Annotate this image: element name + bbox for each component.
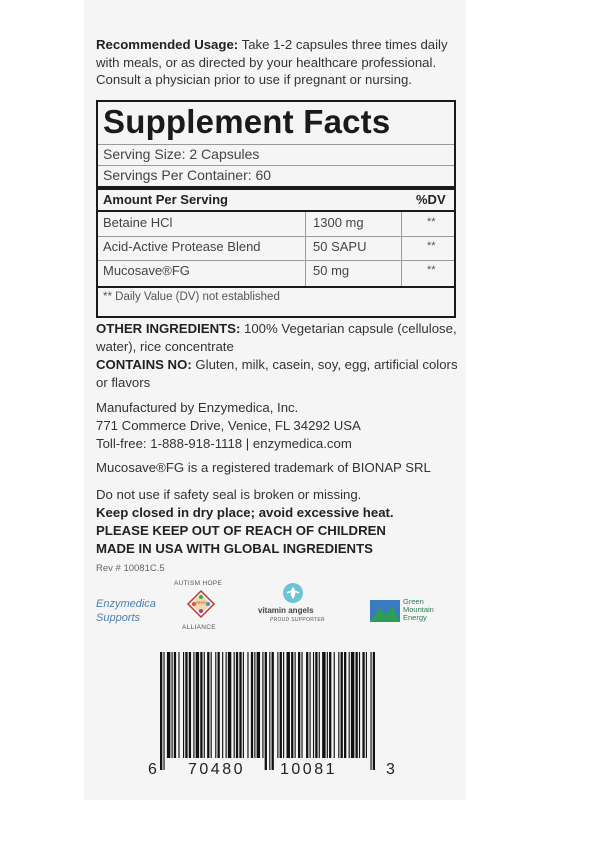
barcode-bar xyxy=(301,652,302,758)
barcode-bar xyxy=(351,652,354,758)
barcode-bar xyxy=(257,652,260,758)
barcode-bar xyxy=(226,652,227,758)
barcode-bar xyxy=(313,652,314,758)
barcode-bar xyxy=(174,652,176,758)
barcode-bar xyxy=(280,652,282,758)
vitamin-angels-sub: PROUD SUPPORTER xyxy=(270,617,325,623)
barcode-bar xyxy=(163,652,164,770)
barcode-bar xyxy=(315,652,317,758)
vitamin-angels-logo xyxy=(256,582,346,628)
barcode-bar xyxy=(215,652,216,758)
enzymedica-supports xyxy=(96,597,156,625)
mountain-text: Mountain xyxy=(403,605,434,614)
barcode-bar xyxy=(287,652,290,758)
barcode-bar xyxy=(160,652,162,770)
barcode-bar xyxy=(218,652,220,758)
row-name: Acid-Active Protease Blend xyxy=(103,239,261,254)
barcode-bar xyxy=(196,652,199,758)
barcode-bar xyxy=(334,652,335,758)
divider xyxy=(98,236,454,237)
column-divider xyxy=(401,212,402,288)
other-ingredients-text: 100% Vegetarian capsule (cellulose, water), rice concentrate xyxy=(96,321,457,354)
row-amount: 1300 mg xyxy=(313,215,364,230)
barcode-bar xyxy=(254,652,255,758)
barcode-bar xyxy=(319,652,320,758)
manufacturer-address: 771 Commerce Drive, Venice, FL 34292 USA xyxy=(96,418,361,433)
barcode-bar xyxy=(359,652,360,758)
header-amount: Amount Per Serving xyxy=(103,192,228,207)
barcode-bar xyxy=(344,652,346,758)
autism-hope-alliance-logo xyxy=(168,580,234,636)
autism-logo-top: AUTISM HOPE xyxy=(174,580,223,587)
barcode-bar xyxy=(234,652,235,758)
row-amount: 50 mg xyxy=(313,263,350,278)
barcode-bar xyxy=(236,652,238,758)
servings-per-container: Servings Per Container: 60 xyxy=(103,167,272,183)
barcode-bar xyxy=(193,652,194,758)
upc-barcode xyxy=(160,652,375,770)
barcode-bar xyxy=(189,652,191,758)
barcode-bar xyxy=(283,652,284,758)
barcode-bar xyxy=(200,652,202,758)
barcode-bar xyxy=(322,652,325,758)
thick-divider xyxy=(98,186,454,190)
barcode-group-1: 70480 xyxy=(188,761,245,778)
barcode-bar xyxy=(373,652,375,770)
row-dv: ** xyxy=(427,264,436,276)
supplement-facts-title: Supplement Facts xyxy=(103,103,391,140)
green-text: Green xyxy=(403,597,424,606)
manufacturer-contact: Toll-free: 1-888-918-1118 | enzymedica.com xyxy=(96,436,352,451)
supports-line1: Enzymedica xyxy=(96,598,156,610)
supports-line2: Supports xyxy=(96,612,141,624)
serving-size: Serving Size: 2 Capsules xyxy=(103,146,260,162)
autism-logo-center: AHA xyxy=(196,600,207,605)
barcode-bar xyxy=(329,652,331,758)
barcode-bar xyxy=(178,652,179,758)
row-dv: ** xyxy=(427,240,436,252)
barcode-bar xyxy=(251,652,253,758)
warnings-block xyxy=(96,486,466,558)
row-name: Betaine HCl xyxy=(103,215,173,230)
barcode-bar xyxy=(338,652,339,758)
barcode-bar xyxy=(167,652,170,758)
warning-seal: Do not use if safety seal is broken or missing. xyxy=(96,487,362,502)
ingredients-block xyxy=(96,320,466,392)
manufacturer-block xyxy=(96,399,466,453)
barcode-bar xyxy=(207,652,209,758)
row-dv: ** xyxy=(427,216,436,228)
barcode-bar xyxy=(272,652,274,770)
barcode-bar xyxy=(269,652,270,770)
trademark-note: Mucosave®FG is a registered trademark of BIONAP SRL xyxy=(96,460,431,475)
other-ingredients-label: OTHER INGREDIENTS: xyxy=(96,321,241,336)
barcode-left-digit: 6 xyxy=(148,761,160,778)
barcode-bar xyxy=(247,652,248,758)
barcode-bar xyxy=(306,652,308,758)
barcode-bar xyxy=(204,652,205,758)
barcode-bar xyxy=(366,652,367,758)
barcode-bar xyxy=(185,652,187,758)
supplement-facts-panel xyxy=(96,100,456,318)
barcode-bar xyxy=(228,652,231,758)
barcode-right-digit: 3 xyxy=(386,761,398,778)
barcode-bar xyxy=(341,652,343,758)
barcode-bar xyxy=(265,652,267,770)
row-amount: 50 SAPU xyxy=(313,239,367,254)
angel-circle-icon xyxy=(282,582,304,604)
recommended-usage xyxy=(96,36,466,89)
autism-logo-bottom: ALLIANCE xyxy=(182,624,216,631)
mountain-icon xyxy=(370,600,400,622)
barcode-bar xyxy=(183,652,184,758)
divider xyxy=(98,286,454,288)
divider xyxy=(98,260,454,261)
barcode-bar xyxy=(295,652,296,758)
barcode-bar xyxy=(327,652,328,758)
barcode-bar xyxy=(298,652,300,758)
barcode-bar xyxy=(239,652,241,758)
green-mountain-energy-logo xyxy=(370,598,460,628)
usage-label: Recommended Usage: xyxy=(96,37,239,52)
barcode-bar xyxy=(243,652,244,758)
contains-no-label: CONTAINS NO: xyxy=(96,357,192,372)
barcode-bar xyxy=(356,652,358,758)
barcode-bar xyxy=(370,652,371,770)
manufacturer-line: Manufactured by Enzymedica, Inc. xyxy=(96,400,299,415)
divider xyxy=(98,144,454,145)
warning-children: PLEASE KEEP OUT OF REACH OF CHILDREN xyxy=(96,523,386,538)
contains-no-text: Gluten, milk, casein, soy, egg, artificial colors or flavors xyxy=(96,357,458,390)
usage-text: Take 1-2 capsules three times daily with meals, or as directed by your healthcare professional. Consult a physician prior to use if pregnant or nursing. xyxy=(96,37,448,87)
barcode-group-2: 10081 xyxy=(280,761,337,778)
vitamin-angels-text: vitamin angels xyxy=(258,606,314,615)
warning-storage: Keep closed in dry place; avoid excessive heat. xyxy=(96,505,394,520)
revision-number: Rev # 10081C.5 xyxy=(96,563,165,574)
divider xyxy=(98,165,454,166)
barcode-bar xyxy=(211,652,212,758)
made-in-usa: MADE IN USA WITH GLOBAL INGREDIENTS xyxy=(96,541,373,556)
row-name: Mucosave®FG xyxy=(103,263,190,278)
barcode-bar xyxy=(349,652,350,758)
barcode-bar xyxy=(222,652,223,758)
barcode-bar xyxy=(277,652,278,758)
barcode-bar xyxy=(262,652,263,758)
energy-text: Energy xyxy=(403,613,427,622)
header-dv: %DV xyxy=(416,192,446,207)
barcode-bar xyxy=(291,652,293,758)
barcode-bar xyxy=(172,652,173,758)
dv-footnote: ** Daily Value (DV) not established xyxy=(103,291,280,303)
barcode-bar xyxy=(362,652,364,758)
barcode-bar xyxy=(310,652,311,758)
column-divider xyxy=(305,212,306,288)
